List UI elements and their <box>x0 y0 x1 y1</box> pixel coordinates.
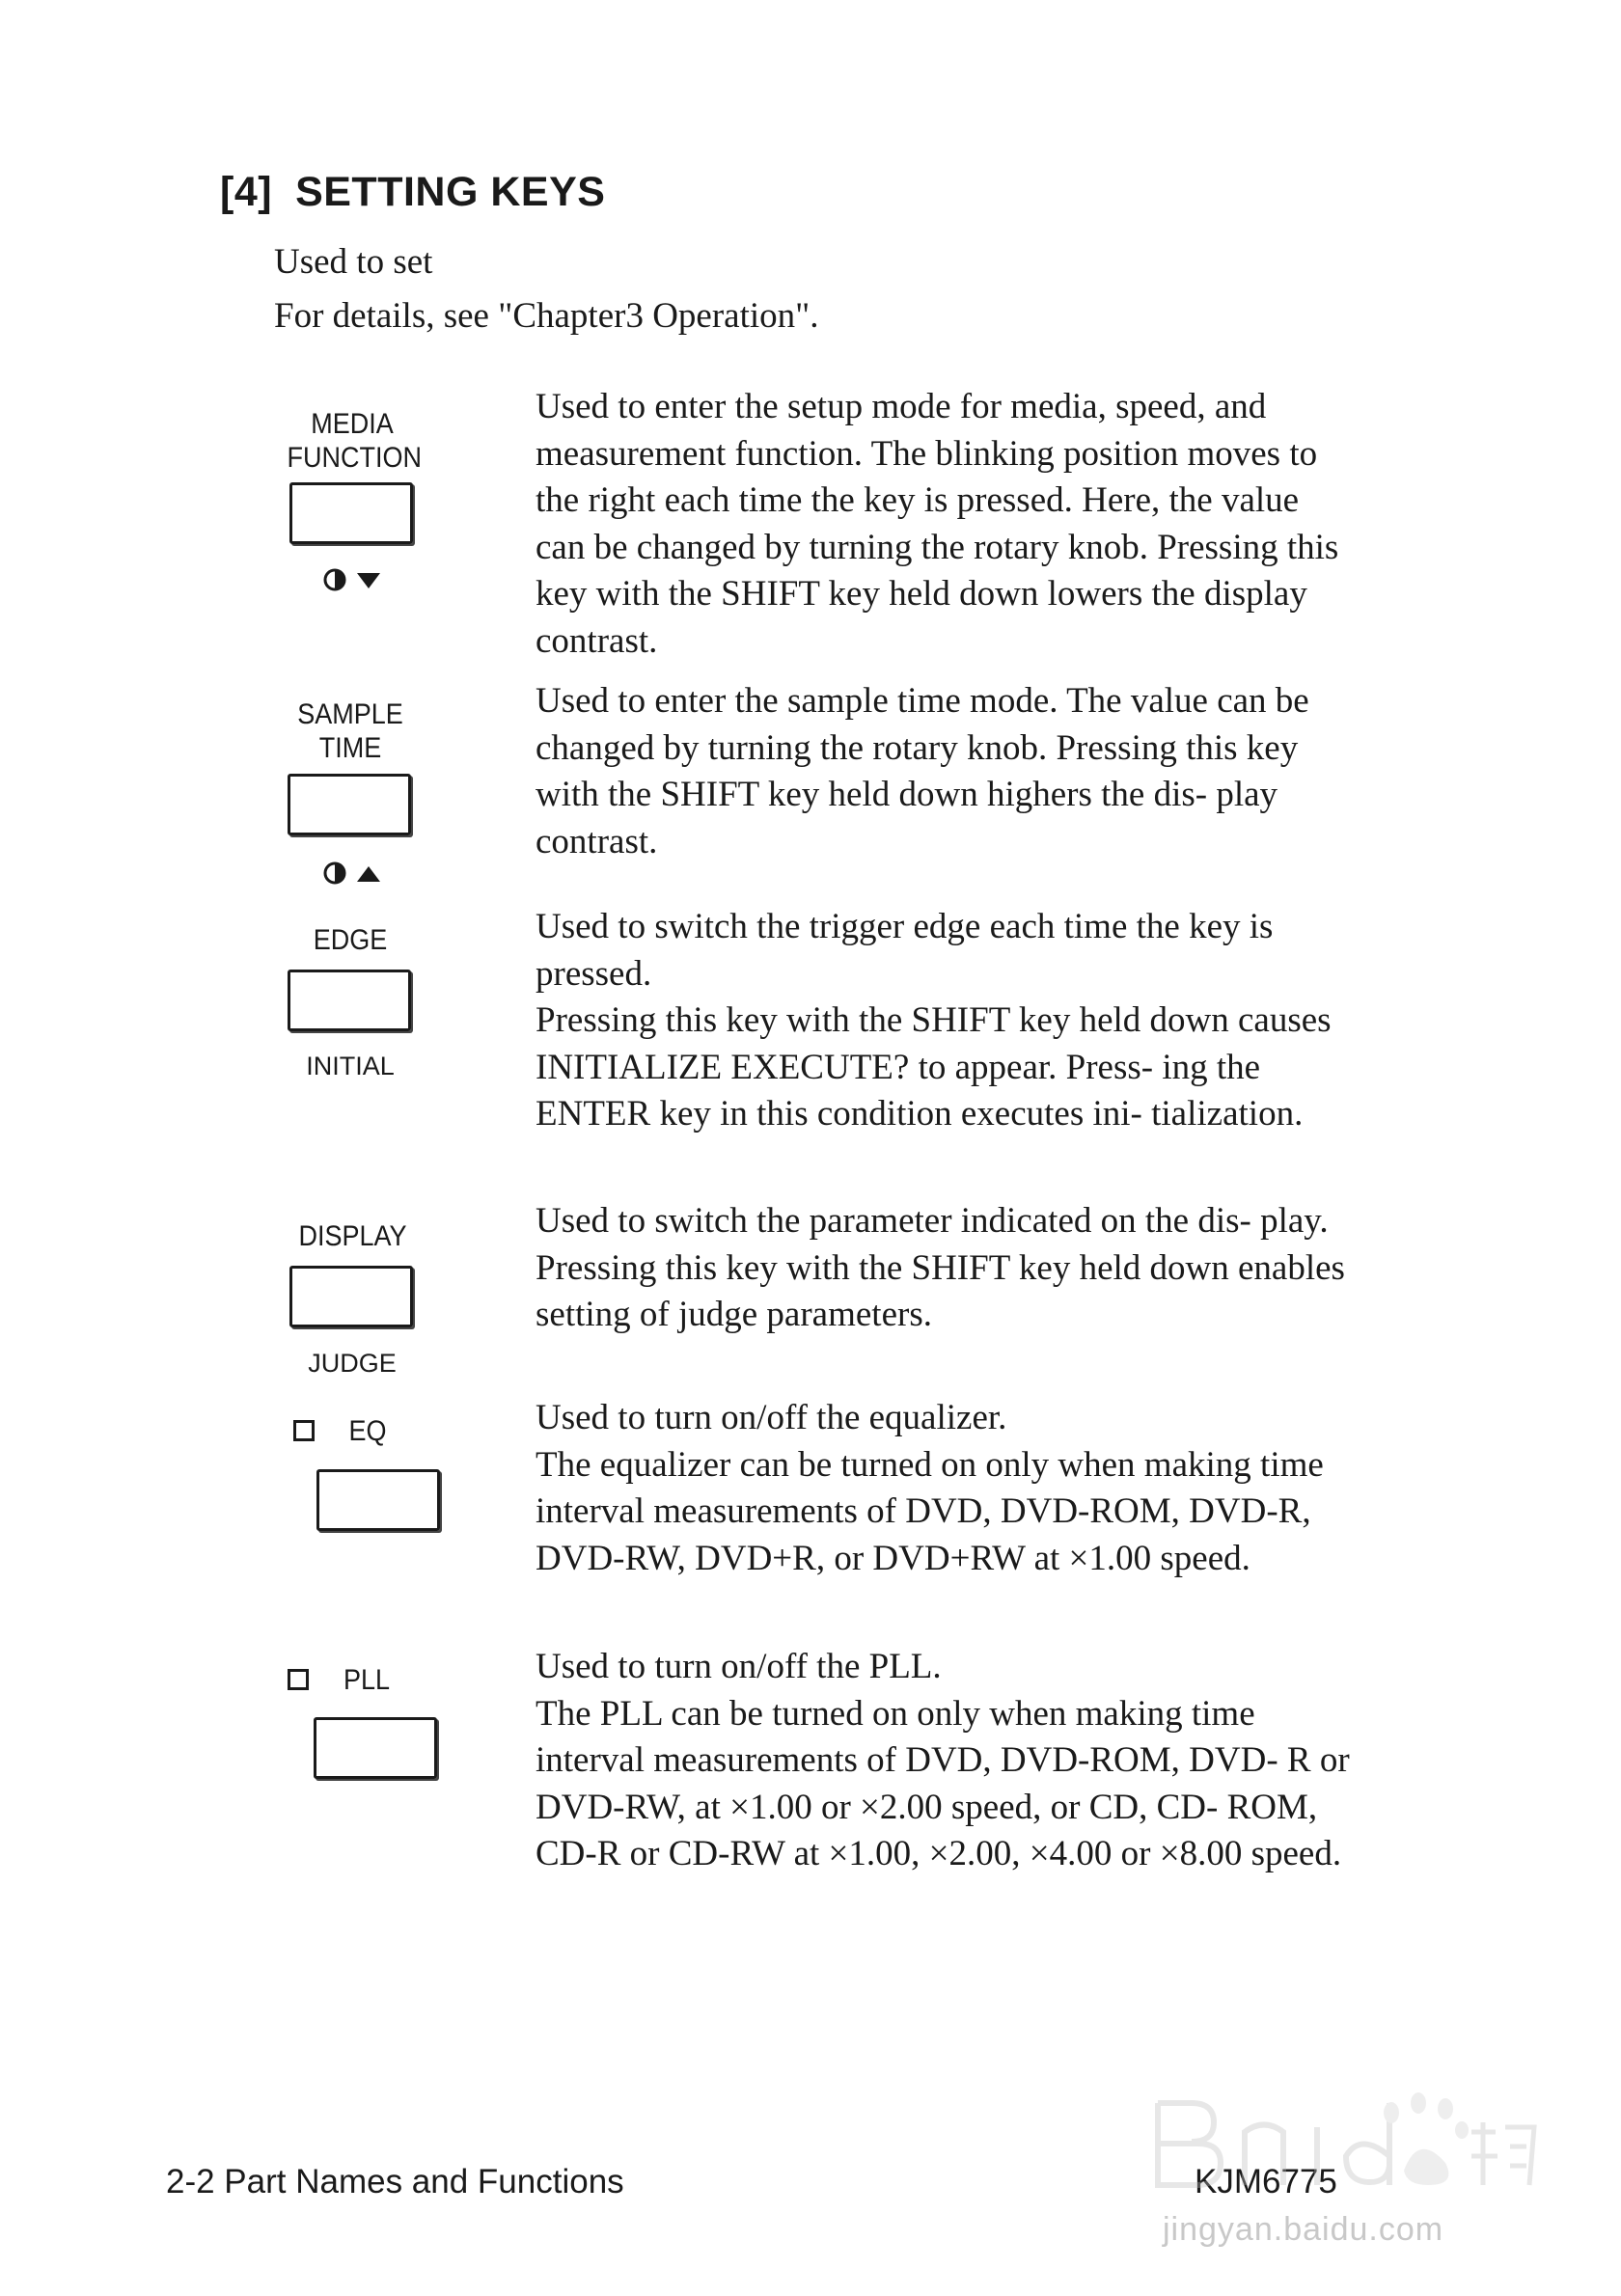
baidu-watermark-logo <box>1139 2074 1544 2209</box>
initial-shift-label: INITIAL <box>306 1052 395 1080</box>
eq-indicator-led <box>293 1420 315 1441</box>
eq-key-label <box>349 1414 410 1448</box>
edge-label-text: EDGE <box>313 924 388 956</box>
pll-key[interactable] <box>314 1717 437 1779</box>
sample-time-description: Used to enter the sample time mode. The value can be changed by turning the rotary knob. Pressing this key with the SHIFT key held down highers the dis- play contrast. <box>536 681 1309 861</box>
sample-time-label-line-1: SAMPLE <box>297 698 403 730</box>
sample-time-label-line-2: TIME <box>318 732 382 764</box>
display-description: Used to switch the parameter indicated on the dis- play. Pressing this key with the SHIFT key held down enables setting of judge parameters. <box>536 1201 1345 1334</box>
pll-indicator-led <box>288 1669 309 1690</box>
section-heading <box>220 169 605 216</box>
edge-key-label <box>286 923 416 957</box>
contrast-up-icon <box>322 861 390 888</box>
section-number: [4] <box>220 169 273 215</box>
intro-line-2: For details, see "Chapter3 Operation". <box>274 296 819 336</box>
eq-label-text: EQ <box>348 1415 387 1447</box>
media-function-key[interactable] <box>289 482 413 544</box>
eq-key[interactable] <box>316 1469 440 1531</box>
sample-time-key-label <box>286 697 416 765</box>
media-function-label-line-2: FUNCTION <box>287 442 422 474</box>
pll-key-label <box>343 1663 413 1697</box>
edge-description: Used to switch the trigger edge each time the key is pressed. Pressing this key with the SHIFT key held down causes INITIALIZE EXECUTE? to appear. Press- ing the ENTER key in this condition executes ini- tialization. <box>536 907 1332 1134</box>
display-key[interactable] <box>289 1266 413 1327</box>
display-key-label <box>286 1219 421 1253</box>
pll-description: Used to turn on/off the PLL. The PLL can be turned on only when making time interval measurements of DVD, DVD-ROM, DVD- R or DVD-RW, at ×1.00 or ×2.00 speed, or CD, CD- ROM, CD-R or CD-RW at ×1.00, ×2.00, ×4.00 or ×8.00 speed. <box>536 1647 1350 1873</box>
judge-shift-label: JUDGE <box>308 1349 397 1378</box>
edge-key[interactable] <box>288 970 411 1031</box>
footer-document-code: KJM6775 <box>1195 2163 1337 2200</box>
sample-time-key[interactable] <box>288 774 411 835</box>
watermark-url: jingyan.baidu.com <box>1163 2211 1444 2248</box>
section-title: SETTING KEYS <box>295 169 606 215</box>
contrast-down-icon <box>322 567 390 594</box>
footer-section-label: 2-2 Part Names and Functions <box>166 2163 624 2200</box>
media-function-label-line-1: MEDIA <box>311 408 394 440</box>
media-function-description: Used to enter the setup mode for media, speed, and measurement function. The blinking position moves to the right each time the key is pressed. Here, the value can be changed by turning the rotary knob. Pressing this key with the SHIFT key held down lowers the display contrast. <box>536 387 1339 661</box>
intro-line-1: Used to set <box>274 242 433 282</box>
display-label-text: DISPLAY <box>298 1220 407 1252</box>
eq-description: Used to turn on/off the equalizer. The equalizer can be turned on only when making time interval measurements of DVD, DVD-ROM, DVD-R, DVD-RW, DVD+R, or DVD+RW at ×1.00 speed. <box>536 1398 1324 1578</box>
media-function-key-label <box>287 407 422 475</box>
pll-label-text: PLL <box>343 1664 391 1696</box>
